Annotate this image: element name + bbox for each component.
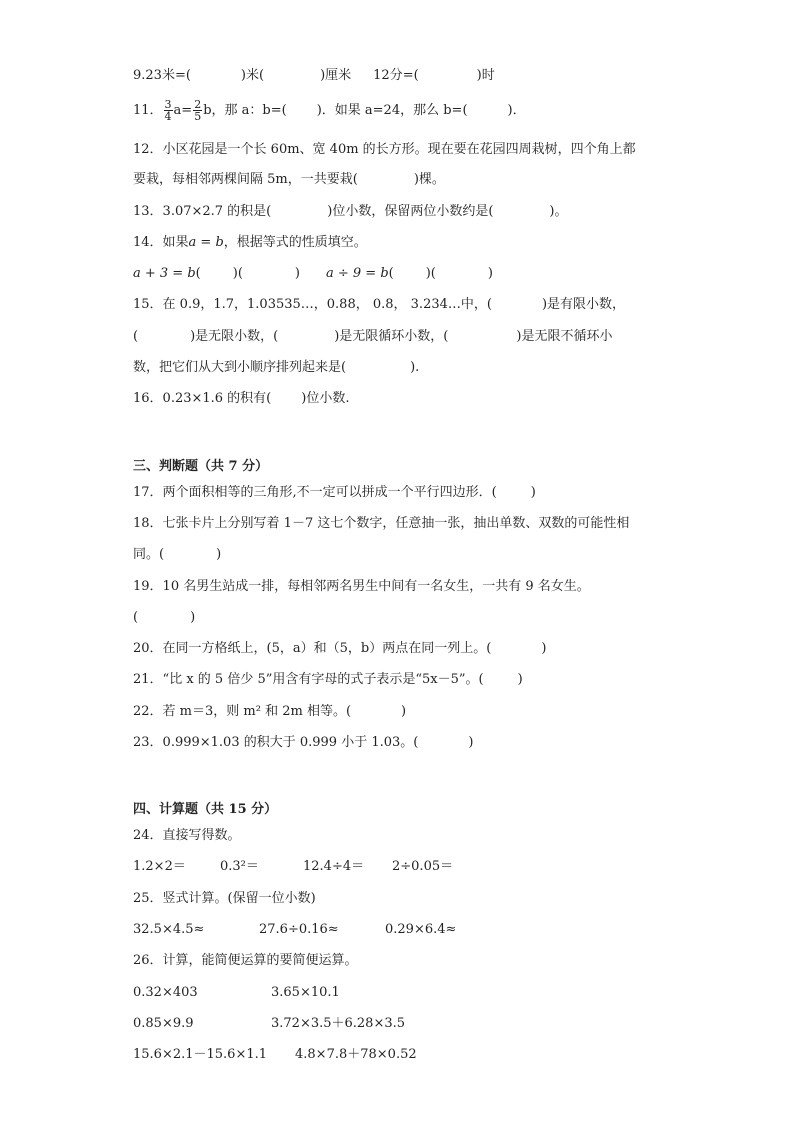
paren: ( xyxy=(195,266,201,281)
question-24-title: 24．直接写得数。 xyxy=(133,828,241,843)
question-18-line2 xyxy=(133,546,221,564)
question-23 xyxy=(133,734,473,752)
fraction-numerator: 3 xyxy=(164,98,172,111)
question-17 xyxy=(133,484,536,502)
question-18-line1: 18．七张卡片上分别写着 1－7 这七个数字，任意抽一张，抽出单数、双数的可能性相 xyxy=(133,516,630,531)
question-12-line1: 12．小区花园是一个长 60m、宽 40m 的长方形。现在要在花园四周栽树，四个角上都 xyxy=(133,142,636,157)
q23-text: 23．0.999×1.03 的积大于 0.999 小于 1.03。( xyxy=(133,735,419,750)
q14-equation: a = b xyxy=(188,235,224,250)
fraction-denominator: 4 xyxy=(164,110,172,123)
q11-text-a: a= xyxy=(173,103,193,118)
question-19-line1: 19．10 名男生站成一排，每相邻两名男生中间有一名女生，一共有 9 名女生。 xyxy=(133,579,590,594)
q21-text: 21．“比 x 的 5 倍少 5”用含有字母的式子表示是“5x－5”。( xyxy=(133,672,484,687)
q15-text-e: )是无限循环小数，( xyxy=(334,329,449,344)
q15-text-g: 数，把它们从大到小顺序排列起来是( xyxy=(133,360,347,375)
paren: ( xyxy=(388,266,394,281)
q14-text-a: 14．如果 xyxy=(133,235,189,250)
question-26-row xyxy=(133,1046,417,1064)
q10-text-d: 12分=( xyxy=(373,68,419,83)
calc-item: 12.4÷4＝ xyxy=(303,859,365,874)
question-25-title: 25．竖式计算。(保留一位小数) xyxy=(133,891,316,906)
question-16 xyxy=(133,390,349,408)
question-21 xyxy=(133,671,523,689)
calc-item: 2÷0.05＝ xyxy=(392,859,454,874)
q10-text-b: )米( xyxy=(240,68,265,83)
question-12-line2 xyxy=(133,171,445,189)
q14-expr-1: a + 3 = b xyxy=(133,266,196,281)
calc-item: 3.72×3.5＋6.28×3.5 xyxy=(271,1016,406,1031)
calc-item: 1.2×2＝ xyxy=(133,859,186,874)
question-13 xyxy=(133,203,568,221)
q16-text-b: )位小数. xyxy=(301,391,350,406)
question-11 xyxy=(133,98,526,124)
fraction-numerator: 2 xyxy=(194,98,202,111)
fraction-3-4 xyxy=(164,99,173,122)
q18-text: 同。( xyxy=(133,547,165,562)
paren: ) xyxy=(216,547,222,562)
fraction-denominator: 5 xyxy=(194,110,202,123)
paren: ) xyxy=(468,735,474,750)
q12-text-b: )棵。 xyxy=(413,172,445,187)
q12-text-a: 要栽，每相邻两棵间隔 5m，一共要栽( xyxy=(133,172,358,187)
q14-text-c: ，根据等式的性质填空。 xyxy=(223,235,367,250)
paren: )( xyxy=(425,266,436,281)
calc-item: 0.85×9.9 xyxy=(133,1016,194,1031)
calc-item: 3.65×10.1 xyxy=(271,985,340,1000)
question-14 xyxy=(133,234,367,252)
question-25-items xyxy=(133,921,475,939)
question-19-line2 xyxy=(133,609,195,627)
question-15-line1 xyxy=(133,296,625,314)
q11-number: 11． xyxy=(133,103,163,118)
q11-text-d: )． xyxy=(507,103,526,118)
q16-text-a: 16．0.23×1.6 的积有( xyxy=(133,391,272,406)
calc-item: 0.29×6.4≈ xyxy=(385,922,457,937)
question-10 xyxy=(133,67,495,85)
section-4-heading: 四、计算题（共 15 分） xyxy=(133,802,278,817)
q17-text: 17．两个面积相等的三角形,不一定可以拼成一个平行四边形．( xyxy=(133,485,497,500)
calc-item: 15.6×2.1－15.6×1.1 xyxy=(133,1047,268,1062)
question-15-line3 xyxy=(133,359,419,377)
paren: ) xyxy=(517,672,523,687)
calc-item: 4.8×7.8＋78×0.52 xyxy=(295,1047,417,1062)
paren: ) xyxy=(530,485,536,500)
paren: ) xyxy=(401,704,407,719)
calc-item: 32.5×4.5≈ xyxy=(133,922,205,937)
question-26-row xyxy=(133,984,340,1002)
q10-text-a: 9.23米=( xyxy=(133,68,191,83)
q15-text-f: )是无限不循环小 xyxy=(516,329,613,344)
question-14-blanks xyxy=(133,265,493,283)
fraction-2-5 xyxy=(193,99,202,122)
paren: ( xyxy=(133,610,139,625)
question-22 xyxy=(133,703,406,721)
q15-text-b: )是有限小数， xyxy=(541,297,626,312)
q13-text-c: )。 xyxy=(549,204,568,219)
question-26-title: 26．计算，能简便运算的要简便运算。 xyxy=(133,953,358,968)
q15-text-d: )是无限小数，( xyxy=(190,329,279,344)
paren: ) xyxy=(294,266,300,281)
q14-expr-2: a ÷ 9 = b xyxy=(325,266,389,281)
section-3-heading: 三、判断题（共 7 分） xyxy=(133,459,269,474)
question-24-items xyxy=(133,858,472,876)
paren: ) xyxy=(487,266,493,281)
question-20 xyxy=(133,640,546,658)
q13-text-a: 13．3.07×2.7 的积是( xyxy=(133,204,272,219)
q15-text-h: ). xyxy=(410,360,420,375)
q20-text: 20．在同一方格纸上，(5，a）和（5，b）两点在同一列上。( xyxy=(133,641,492,656)
calc-item: 0.3²＝ xyxy=(220,859,259,874)
q11-text-b: b，那 a：b=( xyxy=(203,103,287,118)
q11-text-c: )．如果 a=24，那么 b=( xyxy=(316,103,468,118)
paren: ) xyxy=(190,610,196,625)
q10-text-c: )厘米 xyxy=(320,68,352,83)
q15-text-a: 15．在 0.9，1.7，1.03535…，0.88， 0.8， 3.234…中，( xyxy=(133,297,492,312)
paren: )( xyxy=(232,266,243,281)
calc-item: 0.32×403 xyxy=(133,985,198,1000)
question-15-line2 xyxy=(133,328,612,346)
question-26-row xyxy=(133,1015,405,1033)
q22-text: 22．若 m＝3，则 m² 和 2m 相等。( xyxy=(133,704,352,719)
calc-item: 27.6÷0.16≈ xyxy=(259,922,339,937)
q13-text-b: )位小数，保留两位小数约是( xyxy=(327,204,494,219)
q15-text-c: ( xyxy=(133,329,139,344)
q10-text-e: )时 xyxy=(476,68,495,83)
paren: ) xyxy=(541,641,547,656)
